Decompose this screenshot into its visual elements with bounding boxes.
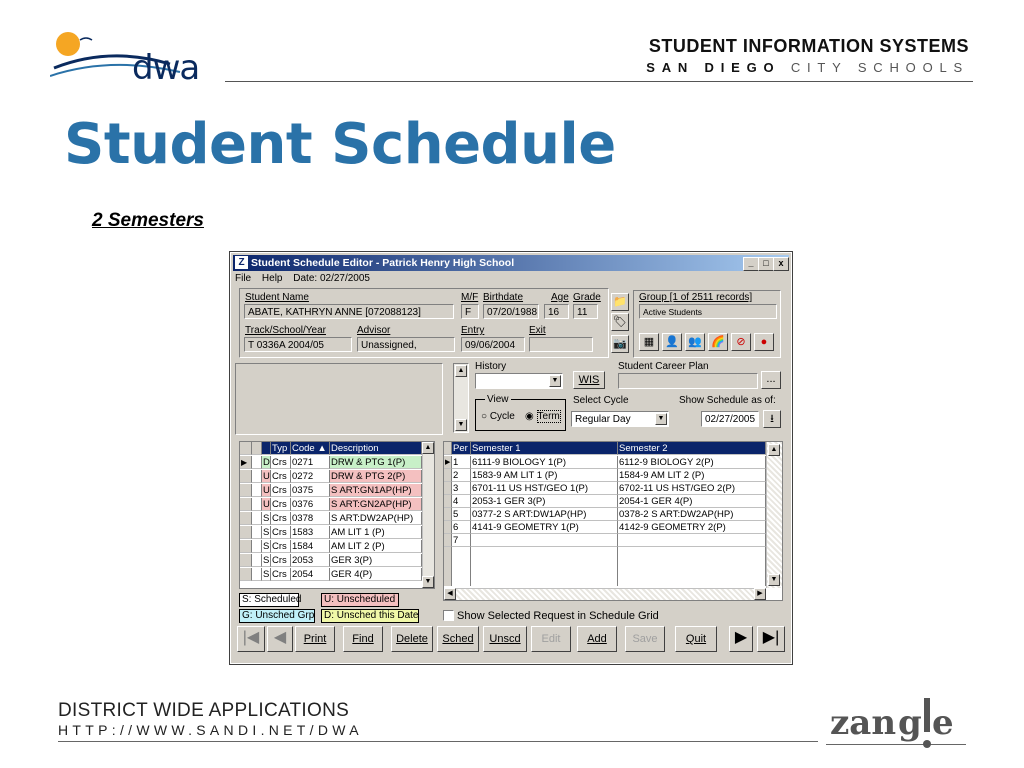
header-code[interactable]: Code ▲	[291, 442, 330, 455]
row-indicator	[240, 526, 252, 539]
career-plan-label: Student Career Plan	[618, 361, 709, 372]
group-label: Group [1 of 2511 records]	[639, 292, 753, 303]
slide-title: Student Schedule	[64, 112, 616, 177]
view-term-radio[interactable]: ◉ Term	[525, 411, 560, 422]
row-description: GER 4(P)	[330, 568, 422, 581]
schedule-scroll-down-icon[interactable]: ▼	[768, 574, 780, 586]
row-description: S ART:DW2AP(HP)	[330, 512, 422, 525]
row-indicator	[444, 521, 452, 534]
zangle-logo-icon	[826, 694, 966, 754]
requests-scroll-down-icon[interactable]: ▼	[422, 576, 434, 588]
row-flag: U	[263, 499, 270, 510]
scroll-up-arrow-icon[interactable]: ▲	[455, 365, 467, 377]
show-selected-checkbox[interactable]	[443, 610, 454, 621]
row-checkbox[interactable]	[252, 484, 262, 497]
folder-icon[interactable]: 📁	[611, 293, 629, 311]
row-period: 1	[452, 456, 471, 469]
window-title: Student Schedule Editor - Patrick Henry High School	[251, 257, 515, 269]
entry-field: 09/06/2004	[461, 337, 525, 352]
header-flag-cell	[262, 442, 271, 455]
grade-label: Grade	[573, 292, 601, 303]
row-typ: Crs	[271, 554, 291, 567]
grade-field: 11	[573, 304, 598, 319]
row-semester-2[interactable]: 1584-9 AM LIT 2 (P)	[618, 469, 766, 482]
track-label: Track/School/Year	[245, 325, 326, 336]
exit-field	[529, 337, 593, 352]
row-indicator	[240, 568, 252, 581]
row-code: 2054	[291, 568, 330, 581]
print-button[interactable]: Print	[295, 626, 335, 652]
row-semester-2[interactable]: 2054-1 GER 4(P)	[618, 495, 766, 508]
delete-button[interactable]: Delete	[391, 626, 433, 652]
row-description: AM LIT 2 (P)	[330, 540, 422, 553]
schedule-scrollbar[interactable]	[766, 442, 783, 588]
schedule-grid	[443, 441, 783, 601]
row-typ: Crs	[271, 512, 291, 525]
advisor-field: Unassigned,	[357, 337, 455, 352]
select-cycle-label: Select Cycle	[573, 395, 629, 406]
row-indicator	[240, 470, 252, 483]
row-semester-2[interactable]: 0378-2 S ART:DW2AP(HP)	[618, 508, 766, 521]
scroll-down-arrow-icon[interactable]: ▼	[455, 419, 467, 431]
row-code: 0376	[291, 498, 330, 511]
row-semester-1[interactable]	[471, 534, 618, 547]
row-period: 3	[452, 482, 471, 495]
group-field: Active Students	[639, 304, 777, 319]
advisor-label: Advisor	[357, 325, 391, 336]
career-plan-more-button[interactable]: ...	[761, 371, 781, 389]
header-check-cell	[252, 442, 262, 455]
exit-label: Exit	[529, 325, 546, 336]
row-indicator	[240, 540, 252, 553]
row-indicator	[444, 469, 452, 482]
row-indicator	[444, 495, 452, 508]
row-checkbox[interactable]	[252, 526, 262, 539]
minimize-button[interactable]: _	[743, 257, 759, 271]
row-checkbox[interactable]	[252, 540, 262, 553]
row-code: 1583	[291, 526, 330, 539]
calendar-icon[interactable]: ▦	[639, 333, 659, 351]
zangle-logo	[826, 694, 966, 754]
row-checkbox[interactable]	[252, 554, 262, 567]
history-dropdown-arrow-icon[interactable]: ▼	[549, 375, 561, 387]
find-button[interactable]: Find	[343, 626, 383, 652]
footer-rule	[58, 741, 818, 742]
dwa-logo-text: dwa	[132, 48, 200, 88]
legend-unsched-date: D: Unsched this Date	[321, 609, 419, 623]
requests-scroll-up-icon[interactable]: ▲	[422, 442, 434, 454]
row-semester-1[interactable]: 0377-2 S ART:DW1AP(HP)	[471, 508, 618, 521]
birthdate-field: 07/20/1988	[483, 304, 539, 319]
window-titlebar[interactable]	[233, 255, 789, 271]
row-typ: Crs	[271, 484, 291, 497]
row-flag: S	[263, 541, 270, 552]
history-label: History	[475, 361, 507, 372]
requests-scrollbar[interactable]	[422, 442, 435, 588]
close-button[interactable]: x	[773, 257, 789, 271]
select-cycle-select[interactable]: Regular Day	[571, 411, 669, 427]
row-checkbox[interactable]	[252, 498, 262, 511]
row-semester-1	[471, 560, 618, 573]
view-term-label: Term	[537, 411, 560, 422]
menu-file[interactable]: File	[235, 273, 252, 284]
birthdate-label: Birthdate	[483, 292, 524, 303]
row-description: S ART:GN1AP(HP)	[330, 484, 422, 497]
row-flag: S	[263, 513, 270, 524]
row-code: 1584	[291, 540, 330, 553]
view-cycle-label: Cycle	[489, 411, 515, 422]
row-indicator: ▶	[240, 456, 252, 469]
row-semester-2[interactable]: 4142-9 GEOMETRY 2(P)	[618, 521, 766, 534]
view-cycle-radio[interactable]: ○ Cycle	[481, 411, 515, 422]
sis-subtitle	[646, 60, 969, 75]
row-flag: U	[263, 471, 270, 482]
next-record-icon[interactable]: ▶	[729, 626, 753, 652]
schedule-editor-window	[230, 252, 792, 664]
row-flag: S	[263, 555, 270, 566]
career-plan-field	[618, 373, 758, 389]
header-indicator-cell	[240, 442, 252, 455]
row-typ: Crs	[271, 568, 291, 581]
row-period: 5	[452, 508, 471, 521]
row-period: 7	[452, 534, 471, 547]
row-indicator	[240, 498, 252, 511]
row-typ: Crs	[271, 456, 291, 469]
wis-button[interactable]: WIS	[573, 371, 605, 389]
row-typ: Crs	[271, 498, 291, 511]
row-semester-1[interactable]: 1583-9 AM LIT 1 (P)	[471, 469, 618, 482]
row-semester-1	[471, 573, 618, 586]
row-code: 0272	[291, 470, 330, 483]
row-indicator: ▶	[444, 456, 452, 469]
row-description: AM LIT 1 (P)	[330, 526, 422, 539]
menu-help[interactable]: Help	[261, 273, 283, 284]
row-indicator	[240, 554, 252, 567]
tag-icon[interactable]: 🏷	[611, 313, 629, 331]
header-semester-1[interactable]: Semester 1	[471, 442, 618, 455]
row-checkbox[interactable]	[252, 512, 262, 525]
person-icon[interactable]: 👤	[662, 333, 682, 351]
row-indicator	[444, 560, 452, 573]
row-flag: D	[263, 457, 270, 468]
row-semester-2	[618, 560, 766, 573]
header-indicator-cell	[444, 442, 452, 455]
row-indicator	[444, 482, 452, 495]
first-record-icon[interactable]: |◀	[237, 626, 265, 652]
row-description: GER 3(P)	[330, 554, 422, 567]
show-schedule-label: Show Schedule as of:	[679, 395, 776, 406]
row-indicator	[444, 534, 452, 547]
row-description: S ART:GN2AP(HP)	[330, 498, 422, 511]
row-period	[452, 573, 471, 586]
schedule-scroll-right-icon[interactable]: ▶	[754, 588, 766, 600]
age-field: 16	[544, 304, 569, 319]
previous-record-icon[interactable]: ◀	[267, 626, 293, 652]
row-code: 0271	[291, 456, 330, 469]
quit-button[interactable]: Quit	[675, 626, 717, 652]
row-flag: S	[263, 569, 270, 580]
group-icon[interactable]: 👥	[685, 333, 705, 351]
requests-grid	[239, 441, 435, 589]
legend-unsched-grp: G: Unsched Grp	[239, 609, 315, 623]
show-selected-label: Show Selected Request in Schedule Grid	[457, 610, 659, 622]
slide-subtitle: 2 Semesters	[92, 210, 204, 231]
row-semester-1[interactable]: 2053-1 GER 3(P)	[471, 495, 618, 508]
sis-title: STUDENT INFORMATION SYSTEMS	[648, 36, 969, 56]
footer-url[interactable]: HTTP://WWW.SANDI.NET/DWA	[58, 722, 363, 738]
legend-scheduled: S: Scheduled	[239, 593, 299, 607]
student-name-label: Student Name	[245, 292, 309, 303]
row-code: 0375	[291, 484, 330, 497]
row-indicator	[240, 484, 252, 497]
row-checkbox[interactable]	[252, 456, 262, 469]
row-period: 6	[452, 521, 471, 534]
show-schedule-date-field[interactable]: 02/27/2005	[701, 411, 759, 427]
row-typ: Crs	[271, 470, 291, 483]
mf-field: F	[461, 304, 479, 319]
photo-area	[235, 363, 443, 435]
dwa-logo	[50, 26, 220, 86]
svg-text:g: g	[898, 703, 922, 743]
row-semester-2[interactable]: 6112-9 BIOLOGY 2(P)	[618, 456, 766, 469]
row-indicator	[444, 508, 452, 521]
row-description: DRW & PTG 1(P)	[330, 456, 422, 469]
row-semester-1[interactable]: 6111-9 BIOLOGY 1(P)	[471, 456, 618, 469]
last-record-icon[interactable]: ▶|	[757, 626, 785, 652]
row-description: DRW & PTG 2(P)	[330, 470, 422, 483]
header-per[interactable]: Per	[452, 442, 471, 455]
row-code: 2053	[291, 554, 330, 567]
cycle-dropdown-arrow-icon[interactable]: ▼	[655, 413, 667, 425]
row-checkbox[interactable]	[252, 470, 262, 483]
row-indicator	[444, 547, 452, 560]
svg-text:zan: zan	[830, 703, 897, 743]
row-indicator	[444, 573, 452, 586]
row-semester-2[interactable]: 6702-11 US HST/GEO 2(P)	[618, 482, 766, 495]
header-semester-2[interactable]: Semester 2	[618, 442, 766, 455]
no-entry-icon[interactable]: ⊘	[731, 333, 751, 351]
row-period: 4	[452, 495, 471, 508]
rainbow-icon[interactable]: 🌈	[708, 333, 728, 351]
schedule-scroll-up-icon[interactable]: ▲	[768, 444, 780, 456]
sis-sub-light: CITY SCHOOLS	[790, 60, 969, 75]
row-semester-2	[618, 573, 766, 586]
menubar	[235, 273, 378, 285]
track-field: T 0336A 2004/05	[244, 337, 352, 352]
row-checkbox[interactable]	[252, 568, 262, 581]
row-semester-1	[471, 547, 618, 560]
sis-sub-dark: SAN DIEGO	[646, 60, 781, 75]
sched-button[interactable]: Sched	[437, 626, 479, 652]
row-typ: Crs	[271, 540, 291, 553]
header-typ[interactable]: Typ	[271, 442, 291, 455]
row-flag: S	[263, 527, 270, 538]
row-code: 0378	[291, 512, 330, 525]
row-period: 2	[452, 469, 471, 482]
camera-icon[interactable]: 📷	[611, 335, 629, 353]
edit-button[interactable]: Edit	[531, 626, 571, 652]
save-button[interactable]: Save	[625, 626, 665, 652]
mf-label: M/F	[461, 292, 479, 303]
row-semester-1[interactable]: 6701-11 US HST/GEO 1(P)	[471, 482, 618, 495]
row-semester-2	[618, 547, 766, 560]
schedule-hscrollbar[interactable]	[444, 588, 766, 601]
row-period	[452, 547, 471, 560]
entry-label: Entry	[461, 325, 485, 336]
view-label: View	[487, 394, 509, 405]
header-description[interactable]: Description	[330, 442, 422, 455]
menu-date: Date: 02/27/2005	[293, 273, 370, 284]
apply-date-arrow-icon[interactable]: ⭳	[763, 410, 781, 428]
schedule-scroll-left-icon[interactable]: ◀	[444, 588, 456, 600]
app-icon: Z	[235, 256, 248, 269]
apple-icon[interactable]: ●	[754, 333, 774, 351]
maximize-button[interactable]: □	[758, 257, 774, 271]
svg-text:e: e	[932, 703, 954, 743]
footer-title: DISTRICT WIDE APPLICATIONS	[58, 700, 350, 721]
add-button[interactable]: Add	[577, 626, 617, 652]
legend-unscheduled: U: Unscheduled	[321, 593, 399, 607]
row-indicator	[240, 512, 252, 525]
row-semester-2[interactable]	[618, 534, 766, 547]
row-typ: Crs	[271, 526, 291, 539]
row-semester-1[interactable]: 4141-9 GEOMETRY 1(P)	[471, 521, 618, 534]
age-label: Age	[551, 292, 569, 303]
row-flag: U	[263, 485, 270, 496]
student-name-field: ABATE, KATHRYN ANNE [072088123]	[244, 304, 454, 319]
row-period	[452, 560, 471, 573]
unscd-button[interactable]: Unscd	[483, 626, 527, 652]
header-rule	[225, 81, 973, 82]
